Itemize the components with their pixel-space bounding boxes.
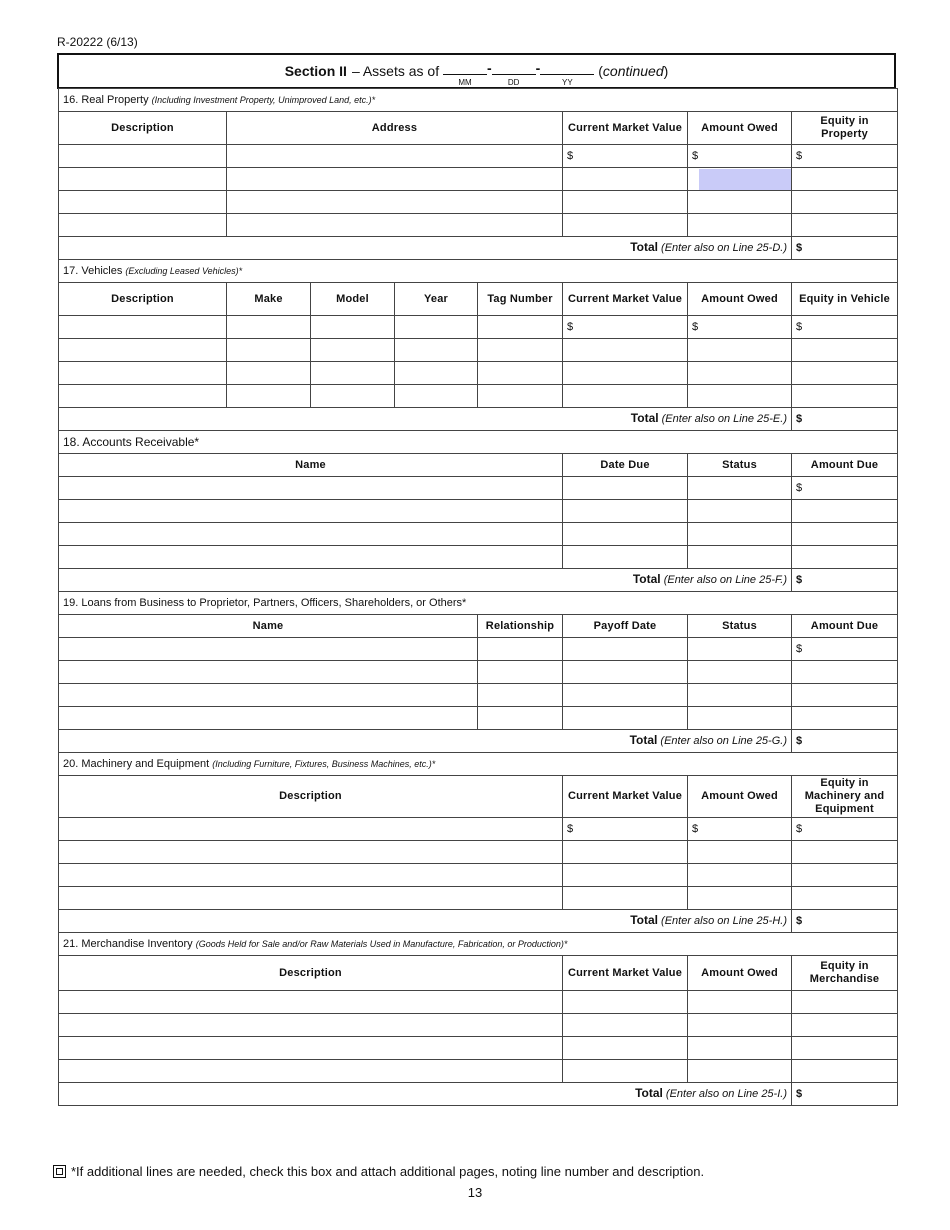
s17-description-cell[interactable] bbox=[59, 316, 227, 339]
table-row bbox=[59, 661, 898, 684]
s19-status-cell[interactable] bbox=[688, 661, 792, 684]
s21-header-equity: Equity in Merchandise bbox=[792, 956, 898, 991]
date-day-field[interactable] bbox=[492, 63, 536, 87]
s21-amount-owed-cell[interactable] bbox=[688, 1037, 792, 1060]
s16-description-cell[interactable] bbox=[59, 168, 227, 191]
continued-label: continued bbox=[602, 63, 664, 79]
s19-name-cell[interactable] bbox=[59, 661, 478, 684]
s17-description-cell[interactable] bbox=[59, 385, 227, 408]
s16-address-cell[interactable] bbox=[227, 214, 563, 237]
s16-header-description: Description bbox=[59, 112, 227, 145]
s17-header-tag: Tag Number bbox=[478, 283, 563, 316]
s21-header-market-value: Current Market Value bbox=[563, 956, 688, 991]
s19-amount-due-cell[interactable] bbox=[792, 684, 898, 707]
s16-equity-cell[interactable]: $ bbox=[792, 145, 898, 168]
table-row bbox=[59, 1037, 898, 1060]
s17-equity-cell[interactable] bbox=[792, 362, 898, 385]
s17-tag-cell[interactable] bbox=[478, 385, 563, 408]
s21-market-value-cell[interactable] bbox=[563, 1060, 688, 1083]
s17-header-amount-owed: Amount Owed bbox=[688, 283, 792, 316]
s20-header-market-value: Current Market Value bbox=[563, 776, 688, 818]
s20-header-equity: Equity in Machinery and Equipment bbox=[792, 776, 898, 818]
s16-total-label: Total (Enter also on Line 25-D.) bbox=[59, 237, 792, 260]
footnote bbox=[53, 1164, 704, 1179]
table-row bbox=[59, 500, 898, 523]
s17-description-cell[interactable] bbox=[59, 362, 227, 385]
s16-total-field[interactable]: $ bbox=[792, 237, 898, 260]
s18-header-status: Status bbox=[688, 454, 792, 477]
table-row bbox=[59, 385, 898, 408]
s20-amount-owed-cell[interactable] bbox=[688, 864, 792, 887]
s19-header-amount-due: Amount Due bbox=[792, 615, 898, 638]
s19-relationship-cell[interactable] bbox=[478, 638, 563, 661]
s17-header-description: Description bbox=[59, 283, 227, 316]
s20-header-amount-owed: Amount Owed bbox=[688, 776, 792, 818]
section-subtitle: – Assets as of bbox=[351, 63, 440, 79]
s18-date-due-cell[interactable] bbox=[563, 477, 688, 500]
s18-total-field[interactable]: $ bbox=[792, 569, 898, 592]
s16-header-equity: Equity in Property bbox=[792, 112, 898, 145]
s21-header-amount-owed: Amount Owed bbox=[688, 956, 792, 991]
date-year-field[interactable] bbox=[540, 63, 594, 87]
s21-description-cell[interactable] bbox=[59, 1060, 563, 1083]
date-year-label: YY bbox=[562, 78, 573, 87]
s21-market-value-cell[interactable] bbox=[563, 991, 688, 1014]
s19-header-relationship: Relationship bbox=[478, 615, 563, 638]
s17-header-market-value: Current Market Value bbox=[563, 283, 688, 316]
s18-date-due-cell[interactable] bbox=[563, 500, 688, 523]
s21-description-cell[interactable] bbox=[59, 1037, 563, 1060]
s18-name-cell[interactable] bbox=[59, 523, 563, 546]
section-21-label: 21. Merchandise Inventory (Goods Held for Sale and/or Raw Materials Used in Manufacture, Fabrication, or Production)* bbox=[59, 933, 898, 956]
s17-equity-cell[interactable] bbox=[792, 385, 898, 408]
s21-amount-owed-cell[interactable] bbox=[688, 1014, 792, 1037]
s20-market-value-cell[interactable] bbox=[563, 864, 688, 887]
s21-equity-cell[interactable] bbox=[792, 1014, 898, 1037]
s18-name-cell[interactable] bbox=[59, 500, 563, 523]
s16-description-cell[interactable] bbox=[59, 191, 227, 214]
s18-header-amount-due: Amount Due bbox=[792, 454, 898, 477]
s17-amount-owed-cell[interactable] bbox=[688, 362, 792, 385]
s17-header-year: Year bbox=[395, 283, 478, 316]
additional-lines-checkbox[interactable] bbox=[53, 1165, 66, 1178]
s19-status-cell[interactable] bbox=[688, 684, 792, 707]
s20-market-value-cell[interactable] bbox=[563, 841, 688, 864]
s17-tag-cell[interactable] bbox=[478, 362, 563, 385]
assets-table bbox=[58, 88, 898, 1106]
s20-market-value-cell[interactable] bbox=[563, 887, 688, 910]
s17-header-make: Make bbox=[227, 283, 311, 316]
s16-address-cell[interactable] bbox=[227, 191, 563, 214]
s21-market-value-cell[interactable] bbox=[563, 1037, 688, 1060]
s18-header-date-due: Date Due bbox=[563, 454, 688, 477]
s16-amount-owed-cell[interactable] bbox=[688, 168, 792, 191]
focused-field-highlight bbox=[699, 169, 791, 190]
s20-equity-cell[interactable] bbox=[792, 864, 898, 887]
s19-payoff-date-cell[interactable] bbox=[563, 684, 688, 707]
table-row bbox=[59, 214, 898, 237]
table-row bbox=[59, 316, 898, 339]
s17-make-cell[interactable] bbox=[227, 385, 311, 408]
s16-equity-cell[interactable] bbox=[792, 191, 898, 214]
s19-name-cell[interactable] bbox=[59, 638, 478, 661]
s19-amount-due-cell[interactable]: $ bbox=[792, 638, 898, 661]
s17-header-model: Model bbox=[311, 283, 395, 316]
s19-relationship-cell[interactable] bbox=[478, 661, 563, 684]
table-row bbox=[59, 523, 898, 546]
s18-header-name: Name bbox=[59, 454, 563, 477]
table-row bbox=[59, 145, 898, 168]
s16-equity-cell[interactable] bbox=[792, 214, 898, 237]
s19-header-name: Name bbox=[59, 615, 478, 638]
s18-name-cell[interactable] bbox=[59, 546, 563, 569]
s20-header-description: Description bbox=[59, 776, 563, 818]
s16-amount-owed-cell[interactable] bbox=[688, 191, 792, 214]
s20-description-cell[interactable] bbox=[59, 841, 563, 864]
s18-amount-due-cell[interactable] bbox=[792, 546, 898, 569]
table-row bbox=[59, 477, 898, 500]
s20-description-cell[interactable] bbox=[59, 818, 563, 841]
s17-total-field[interactable]: $ bbox=[792, 408, 898, 431]
table-row bbox=[59, 1060, 898, 1083]
s20-description-cell[interactable] bbox=[59, 864, 563, 887]
date-separator: - bbox=[535, 60, 541, 76]
s19-relationship-cell[interactable] bbox=[478, 684, 563, 707]
s17-make-cell[interactable] bbox=[227, 339, 311, 362]
s17-year-cell[interactable] bbox=[395, 316, 478, 339]
s21-description-cell[interactable] bbox=[59, 1014, 563, 1037]
section-header: Section II – Assets as of MM - DD - YY ( continued ) bbox=[57, 53, 896, 89]
s20-total-field[interactable]: $ bbox=[792, 910, 898, 933]
s19-status-cell[interactable] bbox=[688, 707, 792, 730]
table-row bbox=[59, 638, 898, 661]
table-row bbox=[59, 339, 898, 362]
s17-model-cell[interactable] bbox=[311, 362, 395, 385]
s16-market-value-cell[interactable] bbox=[563, 214, 688, 237]
s18-status-cell[interactable] bbox=[688, 546, 792, 569]
s20-equity-cell[interactable] bbox=[792, 887, 898, 910]
table-row bbox=[59, 864, 898, 887]
s17-header-equity: Equity in Vehicle bbox=[792, 283, 898, 316]
s21-header-description: Description bbox=[59, 956, 563, 991]
s18-total-label: Total (Enter also on Line 25-F.) bbox=[59, 569, 792, 592]
s17-market-value-cell[interactable]: $ bbox=[563, 316, 688, 339]
s17-model-cell[interactable] bbox=[311, 339, 395, 362]
s21-amount-owed-cell[interactable] bbox=[688, 991, 792, 1014]
s17-market-value-cell[interactable] bbox=[563, 339, 688, 362]
s16-market-value-cell[interactable]: $ bbox=[563, 145, 688, 168]
s19-amount-due-cell[interactable] bbox=[792, 661, 898, 684]
s17-tag-cell[interactable] bbox=[478, 339, 563, 362]
s20-equity-cell[interactable] bbox=[792, 841, 898, 864]
table-row bbox=[59, 546, 898, 569]
s20-equity-cell[interactable]: $ bbox=[792, 818, 898, 841]
table-row bbox=[59, 887, 898, 910]
s19-amount-due-cell[interactable] bbox=[792, 707, 898, 730]
section-18-label: 18. Accounts Receivable* bbox=[59, 431, 898, 454]
s16-market-value-cell[interactable] bbox=[563, 168, 688, 191]
date-separator: - bbox=[487, 60, 492, 76]
date-day-label: DD bbox=[507, 78, 520, 87]
s21-equity-cell[interactable] bbox=[792, 1037, 898, 1060]
s19-payoff-date-cell[interactable] bbox=[563, 638, 688, 661]
section-19-label: 19. Loans from Business to Proprietor, Partners, Officers, Shareholders, or Others* bbox=[59, 592, 898, 615]
s17-year-cell[interactable] bbox=[395, 339, 478, 362]
table-row bbox=[59, 818, 898, 841]
s18-date-due-cell[interactable] bbox=[563, 523, 688, 546]
s20-market-value-cell[interactable]: $ bbox=[563, 818, 688, 841]
section-title: Section II bbox=[284, 63, 347, 79]
s19-status-cell[interactable] bbox=[688, 638, 792, 661]
s19-header-status: Status bbox=[688, 615, 792, 638]
s20-amount-owed-cell[interactable]: $ bbox=[688, 818, 792, 841]
date-month-field[interactable] bbox=[443, 63, 487, 87]
s17-market-value-cell[interactable] bbox=[563, 385, 688, 408]
s19-relationship-cell[interactable] bbox=[478, 707, 563, 730]
s16-amount-owed-cell[interactable]: $ bbox=[688, 145, 792, 168]
s19-payoff-date-cell[interactable] bbox=[563, 661, 688, 684]
s20-description-cell[interactable] bbox=[59, 887, 563, 910]
table-row bbox=[59, 707, 898, 730]
s18-status-cell[interactable] bbox=[688, 523, 792, 546]
s21-market-value-cell[interactable] bbox=[563, 1014, 688, 1037]
s21-amount-owed-cell[interactable] bbox=[688, 1060, 792, 1083]
s18-amount-due-cell[interactable] bbox=[792, 523, 898, 546]
table-row bbox=[59, 168, 898, 191]
s21-description-cell[interactable] bbox=[59, 991, 563, 1014]
table-row bbox=[59, 684, 898, 707]
s21-total-field[interactable]: $ bbox=[792, 1083, 898, 1106]
s19-name-cell[interactable] bbox=[59, 707, 478, 730]
s18-name-cell[interactable] bbox=[59, 477, 563, 500]
s17-amount-owed-cell[interactable] bbox=[688, 339, 792, 362]
s18-amount-due-cell[interactable] bbox=[792, 500, 898, 523]
s17-description-cell[interactable] bbox=[59, 339, 227, 362]
table-row bbox=[59, 362, 898, 385]
s17-amount-owed-cell[interactable] bbox=[688, 385, 792, 408]
s16-address-cell[interactable] bbox=[227, 145, 563, 168]
section-20-label: 20. Machinery and Equipment (Including Furniture, Fixtures, Business Machines, etc.)* bbox=[59, 753, 898, 776]
s16-market-value-cell[interactable] bbox=[563, 191, 688, 214]
section-17-label: 17. Vehicles (Excluding Leased Vehicles)* bbox=[59, 260, 898, 283]
date-month-label: MM bbox=[458, 78, 472, 87]
s19-name-cell[interactable] bbox=[59, 684, 478, 707]
s17-model-cell[interactable] bbox=[311, 316, 395, 339]
s17-equity-cell[interactable]: $ bbox=[792, 316, 898, 339]
s18-status-cell[interactable] bbox=[688, 500, 792, 523]
s20-total-label: Total (Enter also on Line 25-H.) bbox=[59, 910, 792, 933]
s17-tag-cell[interactable] bbox=[478, 316, 563, 339]
s21-equity-cell[interactable] bbox=[792, 1060, 898, 1083]
footnote-text: *If additional lines are needed, check this box and attach additional pages, noting line number and description. bbox=[71, 1164, 705, 1179]
form-id: R-20222 (6/13) bbox=[57, 35, 138, 49]
s19-total-field[interactable]: $ bbox=[792, 730, 898, 753]
s16-header-market-value: Current Market Value bbox=[563, 112, 688, 145]
s17-amount-owed-cell[interactable]: $ bbox=[688, 316, 792, 339]
section-16-label: 16. Real Property (Including Investment Property, Unimproved Land, etc.)* bbox=[59, 89, 898, 112]
s20-amount-owed-cell[interactable] bbox=[688, 887, 792, 910]
table-row bbox=[59, 191, 898, 214]
s20-amount-owed-cell[interactable] bbox=[688, 841, 792, 864]
s16-description-cell[interactable] bbox=[59, 214, 227, 237]
s16-address-cell[interactable] bbox=[227, 168, 563, 191]
s16-equity-cell[interactable] bbox=[792, 168, 898, 191]
s17-make-cell[interactable] bbox=[227, 316, 311, 339]
s17-total-label: Total (Enter also on Line 25-E.) bbox=[59, 408, 792, 431]
s16-header-address: Address bbox=[227, 112, 563, 145]
s16-description-cell[interactable] bbox=[59, 145, 227, 168]
s16-header-amount-owed: Amount Owed bbox=[688, 112, 792, 145]
s17-year-cell[interactable] bbox=[395, 362, 478, 385]
s17-make-cell[interactable] bbox=[227, 362, 311, 385]
s18-status-cell[interactable] bbox=[688, 477, 792, 500]
s19-payoff-date-cell[interactable] bbox=[563, 707, 688, 730]
s19-header-payoff-date: Payoff Date bbox=[563, 615, 688, 638]
s17-model-cell[interactable] bbox=[311, 385, 395, 408]
s17-equity-cell[interactable] bbox=[792, 339, 898, 362]
s21-equity-cell[interactable] bbox=[792, 991, 898, 1014]
s18-amount-due-cell[interactable]: $ bbox=[792, 477, 898, 500]
table-row bbox=[59, 1014, 898, 1037]
table-row bbox=[59, 841, 898, 864]
s17-year-cell[interactable] bbox=[395, 385, 478, 408]
table-row bbox=[59, 991, 898, 1014]
s18-date-due-cell[interactable] bbox=[563, 546, 688, 569]
s19-total-label: Total (Enter also on Line 25-G.) bbox=[59, 730, 792, 753]
s17-market-value-cell[interactable] bbox=[563, 362, 688, 385]
s21-total-label: Total (Enter also on Line 25-I.) bbox=[59, 1083, 792, 1106]
s16-amount-owed-cell[interactable] bbox=[688, 214, 792, 237]
page-number: 13 bbox=[467, 1185, 483, 1200]
